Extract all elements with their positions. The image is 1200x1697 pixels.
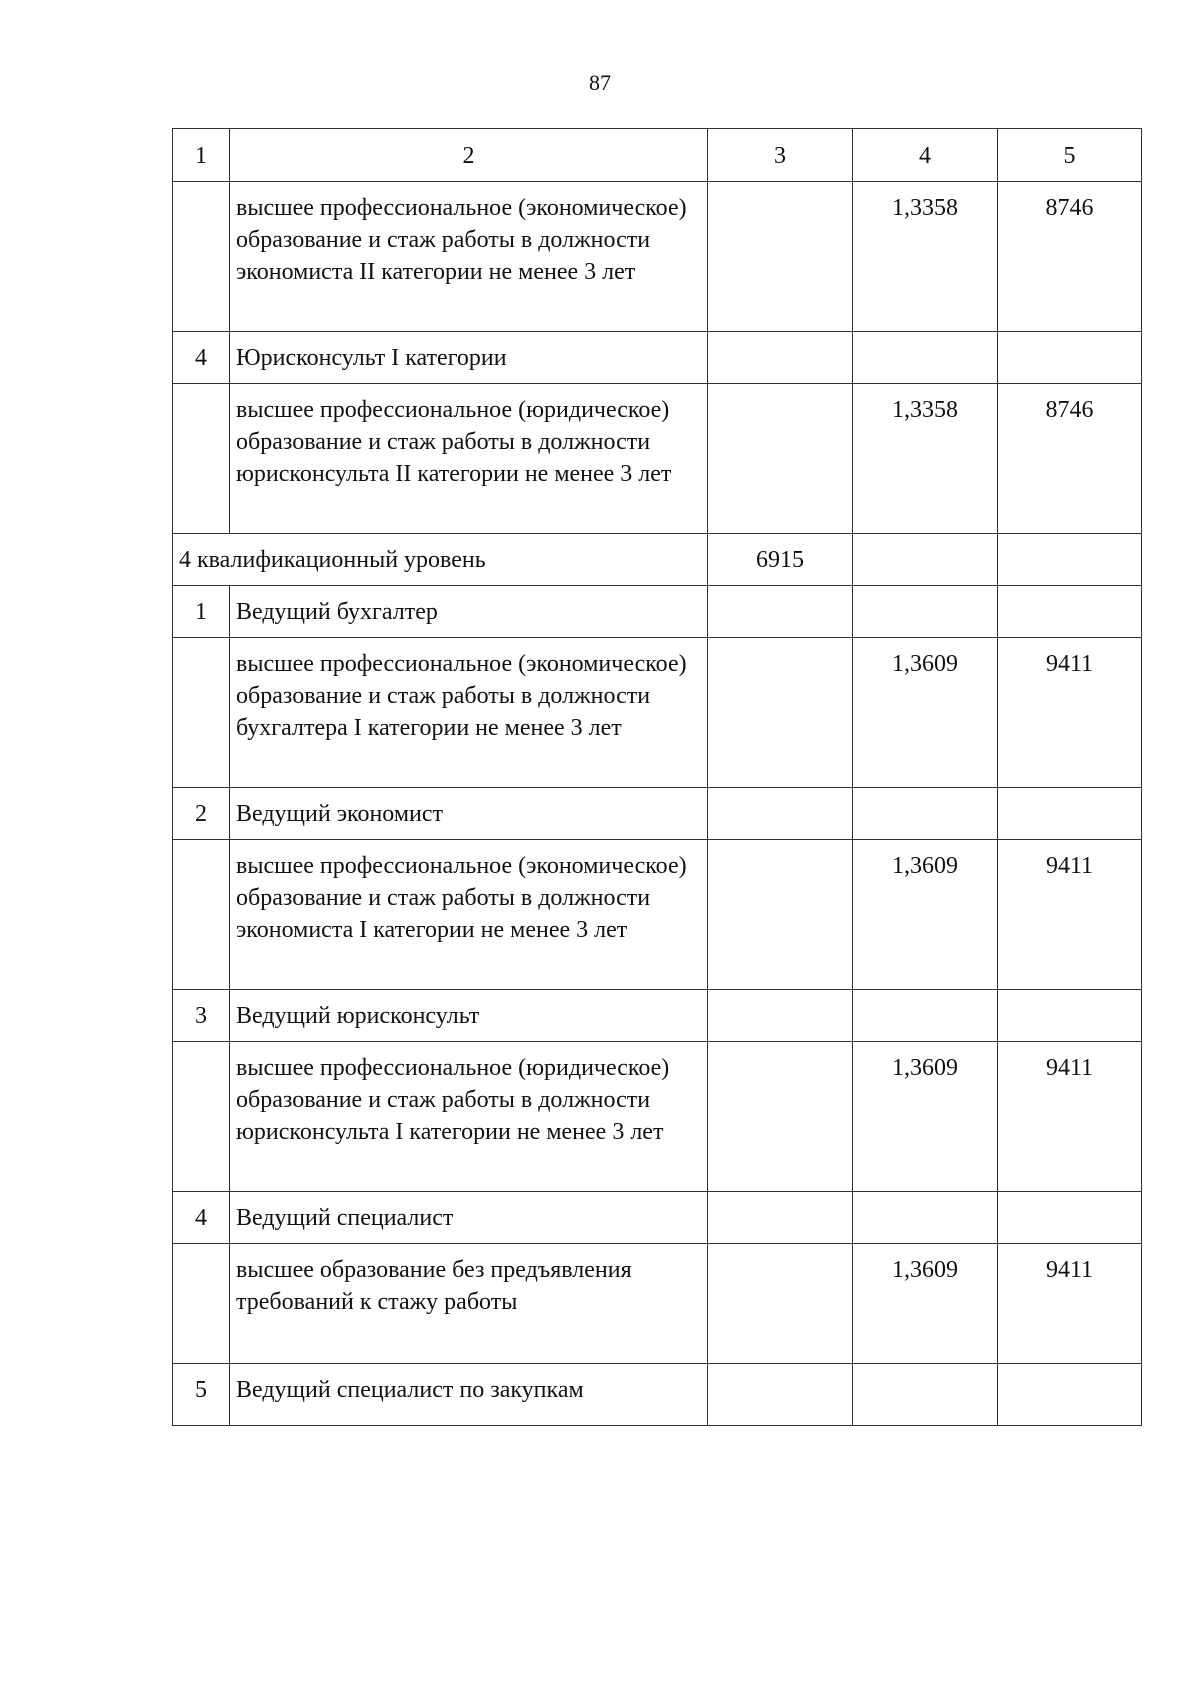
requirement-text: высшее профессиональное (экономическое) образование и стаж работы в должности экономиста II категории не менее 3 лет xyxy=(230,182,708,332)
position-title: Ведущий бухгалтер xyxy=(230,586,708,638)
header-col-4: 4 xyxy=(853,129,998,182)
row-number xyxy=(173,384,230,534)
table-row xyxy=(173,1244,1142,1364)
salary-amount xyxy=(998,586,1142,638)
base-salary xyxy=(708,788,853,840)
table-row xyxy=(173,1192,1142,1244)
position-title: Ведущий специалист xyxy=(230,1192,708,1244)
table-row xyxy=(173,182,1142,332)
salary-amount xyxy=(998,990,1142,1042)
coefficient: 1,3609 xyxy=(853,638,998,788)
salary-amount: 9411 xyxy=(998,638,1142,788)
coefficient: 1,3609 xyxy=(853,1042,998,1192)
coefficient xyxy=(853,586,998,638)
coefficient xyxy=(853,1192,998,1244)
base-salary xyxy=(708,1192,853,1244)
table-row xyxy=(173,586,1142,638)
row-number xyxy=(173,638,230,788)
base-salary xyxy=(708,990,853,1042)
coefficient xyxy=(853,332,998,384)
coefficient xyxy=(853,788,998,840)
qualification-level-label: 4 квалификационный уровень xyxy=(173,534,708,586)
requirement-text: высшее профессиональное (экономическое) образование и стаж работы в должности экономиста I категории не менее 3 лет xyxy=(230,840,708,990)
position-title: Ведущий экономист xyxy=(230,788,708,840)
salary-amount xyxy=(998,332,1142,384)
page-number: 87 xyxy=(589,70,611,95)
header-col-5: 5 xyxy=(998,129,1142,182)
base-salary xyxy=(708,638,853,788)
requirement-text: высшее профессиональное (юридическое) образование и стаж работы в должности юрисконсульта II категории не менее 3 лет xyxy=(230,384,708,534)
coefficient: 1,3609 xyxy=(853,840,998,990)
coefficient xyxy=(853,534,998,586)
row-number xyxy=(173,1042,230,1192)
table-row xyxy=(173,1364,1142,1426)
base-salary xyxy=(708,1244,853,1364)
salary-amount: 9411 xyxy=(998,1042,1142,1192)
position-title: Ведущий специалист по закупкам xyxy=(230,1364,708,1426)
base-salary xyxy=(708,1364,853,1426)
qualification-table xyxy=(172,128,1142,1426)
row-number: 4 xyxy=(173,332,230,384)
table-row xyxy=(173,1042,1142,1192)
table-row xyxy=(173,332,1142,384)
coefficient xyxy=(853,1364,998,1426)
salary-amount xyxy=(998,1192,1142,1244)
header-col-2: 2 xyxy=(230,129,708,182)
salary-amount: 9411 xyxy=(998,840,1142,990)
salary-amount: 9411 xyxy=(998,1244,1142,1364)
table-row xyxy=(173,990,1142,1042)
table-row xyxy=(173,384,1142,534)
salary-amount: 8746 xyxy=(998,384,1142,534)
table-row xyxy=(173,638,1142,788)
salary-amount xyxy=(998,534,1142,586)
row-number: 4 xyxy=(173,1192,230,1244)
base-salary: 6915 xyxy=(708,534,853,586)
requirement-text: высшее профессиональное (экономическое) образование и стаж работы в должности бухгалтера I категории не менее 3 лет xyxy=(230,638,708,788)
table-header-row xyxy=(173,129,1142,182)
requirement-text: высшее образование без предъявления требований к стажу работы xyxy=(230,1244,708,1364)
position-title: Ведущий юрисконсульт xyxy=(230,990,708,1042)
header-col-1: 1 xyxy=(173,129,230,182)
qualification-level-row xyxy=(173,534,1142,586)
base-salary xyxy=(708,586,853,638)
row-number xyxy=(173,1244,230,1364)
base-salary xyxy=(708,1042,853,1192)
salary-amount xyxy=(998,1364,1142,1426)
salary-amount: 8746 xyxy=(998,182,1142,332)
row-number xyxy=(173,182,230,332)
base-salary xyxy=(708,332,853,384)
table-row xyxy=(173,788,1142,840)
base-salary xyxy=(708,384,853,534)
requirement-text: высшее профессиональное (юридическое) образование и стаж работы в должности юрисконсульта I категории не менее 3 лет xyxy=(230,1042,708,1192)
coefficient: 1,3358 xyxy=(853,384,998,534)
row-number: 3 xyxy=(173,990,230,1042)
salary-amount xyxy=(998,788,1142,840)
row-number: 5 xyxy=(173,1364,230,1426)
table-row xyxy=(173,840,1142,990)
coefficient: 1,3609 xyxy=(853,1244,998,1364)
base-salary xyxy=(708,840,853,990)
header-col-3: 3 xyxy=(708,129,853,182)
position-title: Юрисконсульт I категории xyxy=(230,332,708,384)
base-salary xyxy=(708,182,853,332)
row-number: 1 xyxy=(173,586,230,638)
row-number: 2 xyxy=(173,788,230,840)
coefficient xyxy=(853,990,998,1042)
row-number xyxy=(173,840,230,990)
coefficient: 1,3358 xyxy=(853,182,998,332)
